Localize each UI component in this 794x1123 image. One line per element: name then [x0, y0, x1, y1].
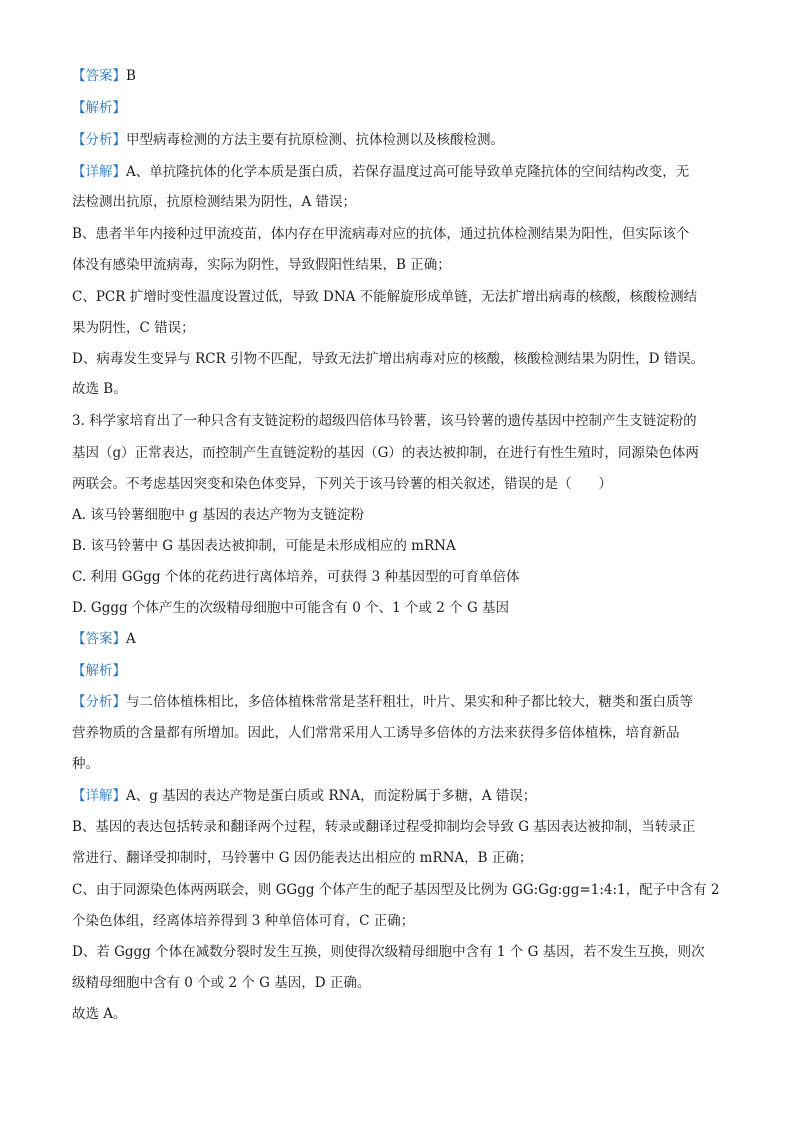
detail-tag: 【详解】 [72, 788, 126, 804]
q3-fenxi-line: 营养物质的含量都有所增加。因此，人们常常采用人工诱导多倍体的方法来获得多倍体植株，培育新品 [72, 725, 680, 741]
answer-tag: 【答案】 [72, 631, 126, 647]
q2-analysis-heading [72, 98, 722, 118]
q2-conclusion: 故选 B。 [72, 381, 127, 397]
answer-tag: 【答案】 [72, 68, 126, 84]
detail-tag: 【详解】 [72, 164, 126, 180]
q3-stem-line: 两联会。不考虑基因突变和染色体变异，下列关于该马铃薯的相关叙述，错误的是（ ） [72, 476, 612, 492]
fenxi-text: 与二倍体植株相比，多倍体植株常常是茎秆粗壮，叶片、果实和种子都比较大，糖类和蛋白质等 [126, 694, 693, 710]
q2-fenxi-line [72, 130, 722, 150]
fenxi-text: 甲型病毒检测的方法主要有抗原检测、抗体检测以及核酸检测。 [126, 132, 504, 148]
q3-fenxi-line [72, 692, 722, 712]
q2-detail-line [72, 162, 722, 182]
q2-detail-line: 法检测出抗原，抗原检测结果为阴性，A 错误； [72, 194, 357, 210]
q3-option-c: C. 利用 GGgg 个体的花药进行离体培养，可获得 3 种基因型的可育单倍体 [72, 569, 520, 585]
q3-analysis-heading [72, 661, 722, 681]
fenxi-tag: 【分析】 [72, 132, 126, 148]
fenxi-tag: 【分析】 [72, 694, 126, 710]
q2-detail-line: B、患者半年内接种过甲流疫苗，体内存在甲流病毒对应的抗体，通过抗体检测结果为阳性，但实际该个 [72, 226, 690, 242]
detail-text: A、g 基因的表达产物是蛋白质或 RNA，而淀粉属于多糖，A 错误； [126, 788, 537, 804]
analysis-tag: 【解析】 [72, 663, 126, 679]
detail-text: A、单抗隆抗体的化学本质是蛋白质，若保存温度过高可能导致单克隆抗体的空间结构改变，无 [126, 164, 690, 180]
q3-fenxi-line: 种。 [72, 756, 99, 772]
q3-detail-line: B、基因的表达包括转录和翻译两个过程，转录或翻译过程受抑制均会导致 G 基因表达被抑制，当转录正 [72, 819, 696, 835]
q3-conclusion: 故选 A。 [72, 1006, 127, 1022]
q3-option-d: D. Gggg 个体产生的次级精母细胞中可能含有 0 个、1 个或 2 个 G 基因 [72, 600, 510, 616]
q3-answer-line [72, 629, 722, 649]
answer-value: A [126, 631, 136, 647]
q3-option-b: B. 该马铃薯中 G 基因表达被抑制，可能是未形成相应的 mRNA [72, 538, 456, 554]
q2-detail-line: D、病毒发生变异与 RCR 引物不匹配，导致无法扩增出病毒对应的核酸，核酸检测结果为阴性，D 错误。 [72, 351, 705, 367]
q3-detail-line [72, 786, 722, 806]
q3-detail-line: D、若 Gggg 个体在减数分裂时发生互换，则使得次级精母细胞中含有 1 个 G 基因，若不发生互换，则次 [72, 944, 705, 960]
q3-stem-line: 3. 科学家培育出了一种只含有支链淀粉的超级四倍体马铃薯，该马铃薯的遗传基因中控制产生支链淀粉的 [72, 413, 697, 429]
q3-stem-line: 基因（g）正常表达，而控制产生直链淀粉的基因（G）的表达被抑制，在进行有性生殖时，同源染色体两 [72, 445, 699, 461]
q2-detail-line: C、PCR 扩增时变性温度设置过低，导致 DNA 不能解旋形成单链，无法扩增出病毒的核酸，核酸检测结 [72, 289, 698, 305]
q3-detail-line: 个染色体组，经离体培养得到 3 种单倍体可育，C 正确； [72, 913, 415, 929]
analysis-tag: 【解析】 [72, 100, 126, 116]
answer-value: B [126, 68, 136, 84]
q3-detail-line: 常进行、翻译受抑制时，马铃薯中 G 因仍能表达出相应的 mRNA，B 正确； [72, 850, 533, 866]
q3-detail-line: C、由于同源染色体两两联会，则 GGgg 个体产生的配子基因型及比例为 GG:Gg:gg=1:4:1，配子中含有 2 [72, 882, 720, 898]
q2-detail-line: 果为阴性，C 错误； [72, 320, 195, 336]
q2-answer-line [72, 66, 722, 86]
q2-detail-line: 体没有感染甲流病毒，实际为阴性，导致假阳性结果，B 正确； [72, 257, 451, 273]
q3-detail-line: 级精母细胞中含有 0 个或 2 个 G 基因，D 正确。 [72, 975, 371, 991]
q3-option-a: A. 该马铃薯细胞中 g 基因的表达产物为支链淀粉 [72, 507, 365, 523]
